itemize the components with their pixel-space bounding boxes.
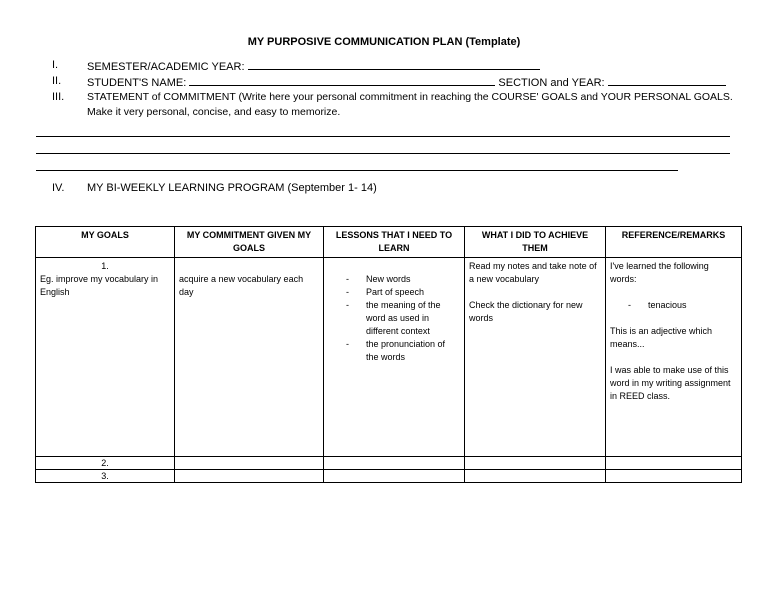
list-item: - the meaning of the word as used in different context bbox=[346, 299, 460, 338]
header-lessons: LESSONS THAT I NEED TO LEARN bbox=[324, 227, 465, 258]
header-my-goals: MY GOALS bbox=[36, 227, 175, 258]
item-number-i: I. bbox=[52, 59, 59, 71]
learning-program-label: MY BI-WEEKLY LEARNING PROGRAM (September 1- 14) bbox=[87, 182, 377, 194]
student-name-label: STUDENT'S NAME: bbox=[87, 77, 187, 89]
empty-cell[interactable] bbox=[175, 470, 324, 483]
table-row bbox=[36, 457, 742, 470]
lessons-list bbox=[328, 273, 460, 364]
semester-blank[interactable] bbox=[248, 59, 540, 70]
table-row bbox=[36, 470, 742, 483]
row-number: 1. bbox=[101, 261, 109, 271]
row-number[interactable]: 2. bbox=[36, 457, 175, 470]
list-item: - tenacious bbox=[628, 299, 737, 312]
achieve-text-2: Check the dictionary for new words bbox=[469, 300, 583, 323]
commitment-line-3[interactable] bbox=[36, 170, 678, 171]
empty-cell[interactable] bbox=[465, 457, 606, 470]
empty-cell[interactable] bbox=[465, 470, 606, 483]
list-item: - Part of speech bbox=[346, 286, 460, 299]
table-header-row bbox=[36, 227, 742, 258]
remarks-text-1: I've learned the following words: bbox=[610, 261, 709, 284]
commitment-instruction-1: STATEMENT of COMMITMENT (Write here your personal commitment in reaching the COURSE' GOALS and YOUR PERSONAL GOALS. bbox=[87, 91, 733, 103]
student-name-blank[interactable] bbox=[189, 75, 495, 86]
section-year-label: SECTION and YEAR: bbox=[498, 77, 605, 89]
item-number-iii: III. bbox=[52, 91, 65, 103]
item-number-ii: II. bbox=[52, 75, 62, 87]
item-number-iv: IV. bbox=[52, 182, 65, 194]
empty-cell[interactable] bbox=[606, 457, 742, 470]
remarks-text-3: I was able to make use of this word in my writing assignment in REED class. bbox=[610, 365, 731, 401]
table-row bbox=[36, 258, 742, 457]
header-reference-remarks: REFERENCE/REMARKS bbox=[606, 227, 742, 258]
commitment-line-1[interactable] bbox=[36, 136, 730, 137]
semester-row bbox=[87, 59, 540, 73]
learning-program-table bbox=[35, 226, 742, 483]
list-item: - New words bbox=[346, 273, 460, 286]
goal-text: Eg. improve my vocabulary in English bbox=[40, 274, 159, 297]
empty-cell[interactable] bbox=[324, 470, 465, 483]
commitment-text: acquire a new vocabulary each day bbox=[179, 274, 304, 297]
goal-cell[interactable] bbox=[36, 258, 175, 457]
empty-cell[interactable] bbox=[324, 457, 465, 470]
section-year-blank[interactable] bbox=[608, 75, 726, 86]
remarks-text-2: This is an adjective which means... bbox=[610, 326, 713, 349]
document-title: MY PURPOSIVE COMMUNICATION PLAN (Template) bbox=[247, 36, 521, 48]
semester-label: SEMESTER/ACADEMIC YEAR: bbox=[87, 61, 245, 73]
row-number[interactable]: 3. bbox=[36, 470, 175, 483]
achieve-text-1: Read my notes and take note of a new vocabulary bbox=[469, 261, 597, 284]
remarks-cell[interactable] bbox=[606, 258, 742, 457]
lessons-cell[interactable] bbox=[324, 258, 465, 457]
remarks-word-list bbox=[610, 299, 737, 312]
achieve-cell[interactable] bbox=[465, 258, 606, 457]
student-name-row bbox=[87, 75, 726, 89]
header-my-commitment: MY COMMITMENT GIVEN MY GOALS bbox=[175, 227, 324, 258]
empty-cell[interactable] bbox=[175, 457, 324, 470]
commitment-cell[interactable] bbox=[175, 258, 324, 457]
empty-cell[interactable] bbox=[606, 470, 742, 483]
list-item: - the pronunciation of the words bbox=[346, 338, 460, 364]
commitment-instruction-2: Make it very personal, concise, and easy to memorize. bbox=[87, 106, 341, 118]
commitment-line-2[interactable] bbox=[36, 153, 730, 154]
header-what-i-did: WHAT I DID TO ACHIEVE THEM bbox=[465, 227, 606, 258]
